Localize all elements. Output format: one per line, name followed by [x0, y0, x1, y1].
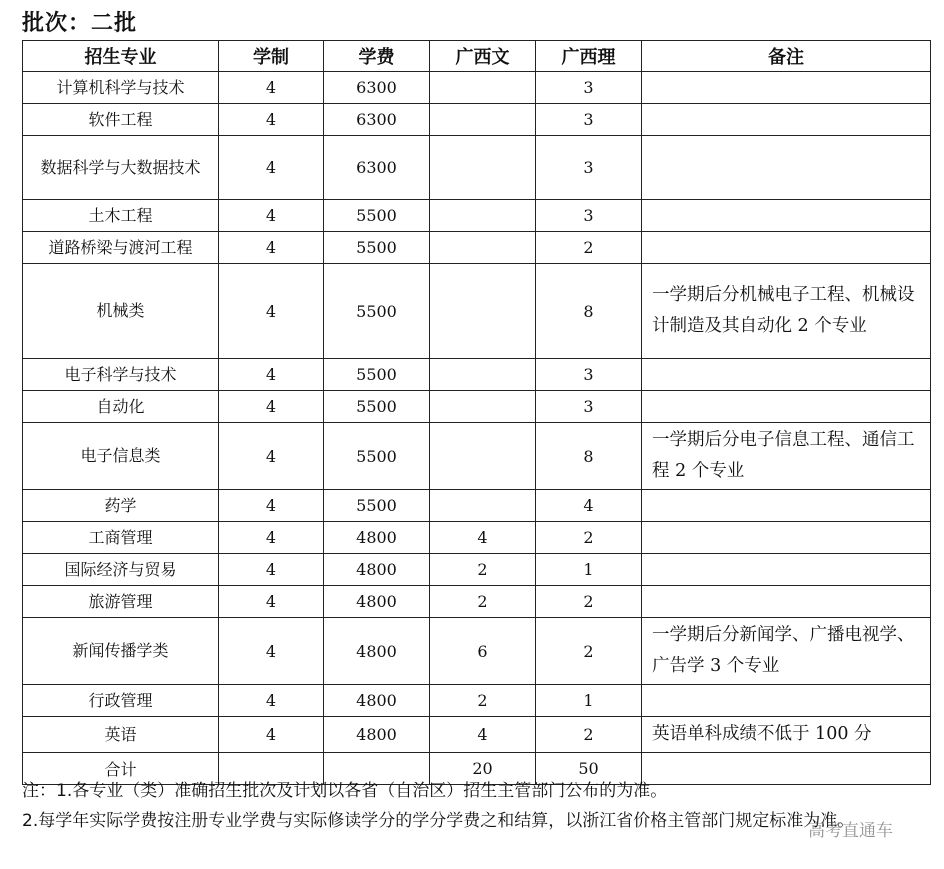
footnotes — [22, 776, 932, 836]
cell-guangxi-li: 3 — [536, 391, 642, 423]
table-row — [23, 522, 931, 554]
cell-guangxi-wen: 2 — [430, 554, 536, 586]
cell-guangxi-wen: 2 — [430, 586, 536, 618]
cell-fee: 5500 — [324, 264, 430, 359]
cell-note — [642, 104, 931, 136]
cell-fee: 6300 — [324, 104, 430, 136]
cell-years: 4 — [219, 586, 324, 618]
cell-years: 4 — [219, 72, 324, 104]
cell-guangxi-wen — [430, 359, 536, 391]
table-body — [23, 72, 931, 753]
total-guangxi-li: 50 — [536, 753, 642, 785]
cell-fee: 4800 — [324, 618, 430, 685]
cell-guangxi-li: 3 — [536, 136, 642, 200]
cell-major: 新闻传播学类 — [23, 618, 219, 685]
cell-guangxi-wen — [430, 104, 536, 136]
header-note: 备注 — [642, 41, 931, 72]
cell-note — [642, 200, 931, 232]
table-row — [23, 200, 931, 232]
cell-major: 机械类 — [23, 264, 219, 359]
cell-years: 4 — [219, 423, 324, 490]
cell-guangxi-wen: 2 — [430, 685, 536, 717]
cell-guangxi-li: 2 — [536, 232, 642, 264]
cell-major: 英语 — [23, 717, 219, 753]
table-row — [23, 264, 931, 359]
table-row — [23, 232, 931, 264]
cell-guangxi-wen — [430, 232, 536, 264]
cell-years: 4 — [219, 618, 324, 685]
cell-guangxi-wen — [430, 391, 536, 423]
cell-major: 电子科学与技术 — [23, 359, 219, 391]
cell-guangxi-wen: 4 — [430, 717, 536, 753]
cell-guangxi-li: 2 — [536, 586, 642, 618]
cell-note — [642, 490, 931, 522]
cell-years: 4 — [219, 136, 324, 200]
table-header-row — [23, 41, 931, 72]
cell-guangxi-wen — [430, 423, 536, 490]
cell-guangxi-li: 8 — [536, 264, 642, 359]
table-row — [23, 423, 931, 490]
header-guangxi-li: 广西理 — [536, 41, 642, 72]
cell-major: 电子信息类 — [23, 423, 219, 490]
table-row — [23, 717, 931, 753]
cell-fee: 5500 — [324, 232, 430, 264]
cell-years: 4 — [219, 522, 324, 554]
cell-fee: 4800 — [324, 554, 430, 586]
cell-guangxi-wen — [430, 136, 536, 200]
cell-major: 土木工程 — [23, 200, 219, 232]
cell-years: 4 — [219, 104, 324, 136]
cell-major: 行政管理 — [23, 685, 219, 717]
cell-guangxi-li: 4 — [536, 490, 642, 522]
cell-fee: 4800 — [324, 717, 430, 753]
cell-years: 4 — [219, 232, 324, 264]
cell-note: 一学期后分电子信息工程、通信工程 2 个专业 — [642, 423, 931, 490]
cell-note: 一学期后分新闻学、广播电视学、广告学 3 个专业 — [642, 618, 931, 685]
cell-note — [642, 232, 931, 264]
cell-major: 工商管理 — [23, 522, 219, 554]
cell-major: 数据科学与大数据技术 — [23, 136, 219, 200]
cell-fee: 5500 — [324, 490, 430, 522]
cell-years: 4 — [219, 717, 324, 753]
total-guangxi-wen: 20 — [430, 753, 536, 785]
table-row — [23, 391, 931, 423]
table-row — [23, 136, 931, 200]
cell-note — [642, 685, 931, 717]
cell-major: 道路桥梁与渡河工程 — [23, 232, 219, 264]
cell-years: 4 — [219, 359, 324, 391]
cell-note — [642, 359, 931, 391]
cell-guangxi-li: 3 — [536, 72, 642, 104]
cell-note — [642, 586, 931, 618]
table-row — [23, 490, 931, 522]
cell-years: 4 — [219, 391, 324, 423]
header-guangxi-wen: 广西文 — [430, 41, 536, 72]
cell-note — [642, 522, 931, 554]
cell-guangxi-li: 8 — [536, 423, 642, 490]
table-row — [23, 586, 931, 618]
cell-guangxi-li: 2 — [536, 717, 642, 753]
cell-guangxi-li: 2 — [536, 522, 642, 554]
cell-note — [642, 72, 931, 104]
footnote-2: 2.每学年实际学费按注册专业学费与实际修读学分的学分学费之和结算，以浙江省价格主管部门规定标准为准。 — [22, 811, 855, 831]
enrollment-plan-table — [22, 40, 931, 785]
table-row — [23, 72, 931, 104]
cell-guangxi-li: 3 — [536, 200, 642, 232]
cell-guangxi-wen: 4 — [430, 522, 536, 554]
cell-fee: 5500 — [324, 359, 430, 391]
cell-major: 自动化 — [23, 391, 219, 423]
header-fee: 学费 — [324, 41, 430, 72]
cell-guangxi-wen: 6 — [430, 618, 536, 685]
table-row — [23, 104, 931, 136]
cell-note: 一学期后分机械电子工程、机械设计制造及其自动化 2 个专业 — [642, 264, 931, 359]
cell-fee: 4800 — [324, 586, 430, 618]
cell-note — [642, 391, 931, 423]
cell-note: 英语单科成绩不低于 100 分 — [642, 717, 931, 753]
cell-guangxi-li: 2 — [536, 618, 642, 685]
cell-guangxi-wen — [430, 264, 536, 359]
cell-years: 4 — [219, 685, 324, 717]
cell-note — [642, 136, 931, 200]
header-years: 学制 — [219, 41, 324, 72]
cell-guangxi-li: 3 — [536, 359, 642, 391]
cell-major: 药学 — [23, 490, 219, 522]
cell-guangxi-wen — [430, 72, 536, 104]
cell-major: 计算机科学与技术 — [23, 72, 219, 104]
table-row — [23, 618, 931, 685]
cell-guangxi-wen — [430, 200, 536, 232]
table-row — [23, 359, 931, 391]
cell-fee: 4800 — [324, 522, 430, 554]
cell-guangxi-li: 3 — [536, 104, 642, 136]
cell-major: 软件工程 — [23, 104, 219, 136]
cell-fee: 6300 — [324, 72, 430, 104]
cell-years: 4 — [219, 200, 324, 232]
cell-major: 旅游管理 — [23, 586, 219, 618]
cell-guangxi-wen — [430, 490, 536, 522]
cell-note — [642, 554, 931, 586]
cell-fee: 5500 — [324, 391, 430, 423]
cell-years: 4 — [219, 554, 324, 586]
watermark-text: 高考直通车 — [808, 821, 893, 841]
cell-major: 国际经济与贸易 — [23, 554, 219, 586]
cell-guangxi-li: 1 — [536, 685, 642, 717]
cell-fee: 4800 — [324, 685, 430, 717]
batch-title: 批次：二批 — [22, 11, 138, 36]
total-label: 合计 — [23, 753, 219, 785]
cell-fee: 5500 — [324, 423, 430, 490]
header-major: 招生专业 — [23, 41, 219, 72]
table-row — [23, 685, 931, 717]
table-row — [23, 554, 931, 586]
cell-years: 4 — [219, 490, 324, 522]
cell-years: 4 — [219, 264, 324, 359]
cell-fee: 6300 — [324, 136, 430, 200]
cell-guangxi-li: 1 — [536, 554, 642, 586]
cell-fee: 5500 — [324, 200, 430, 232]
footnote-1: 注：1.各专业（类）准确招生批次及计划以各省（自治区）招生主管部门公布的为准。 — [22, 781, 668, 801]
